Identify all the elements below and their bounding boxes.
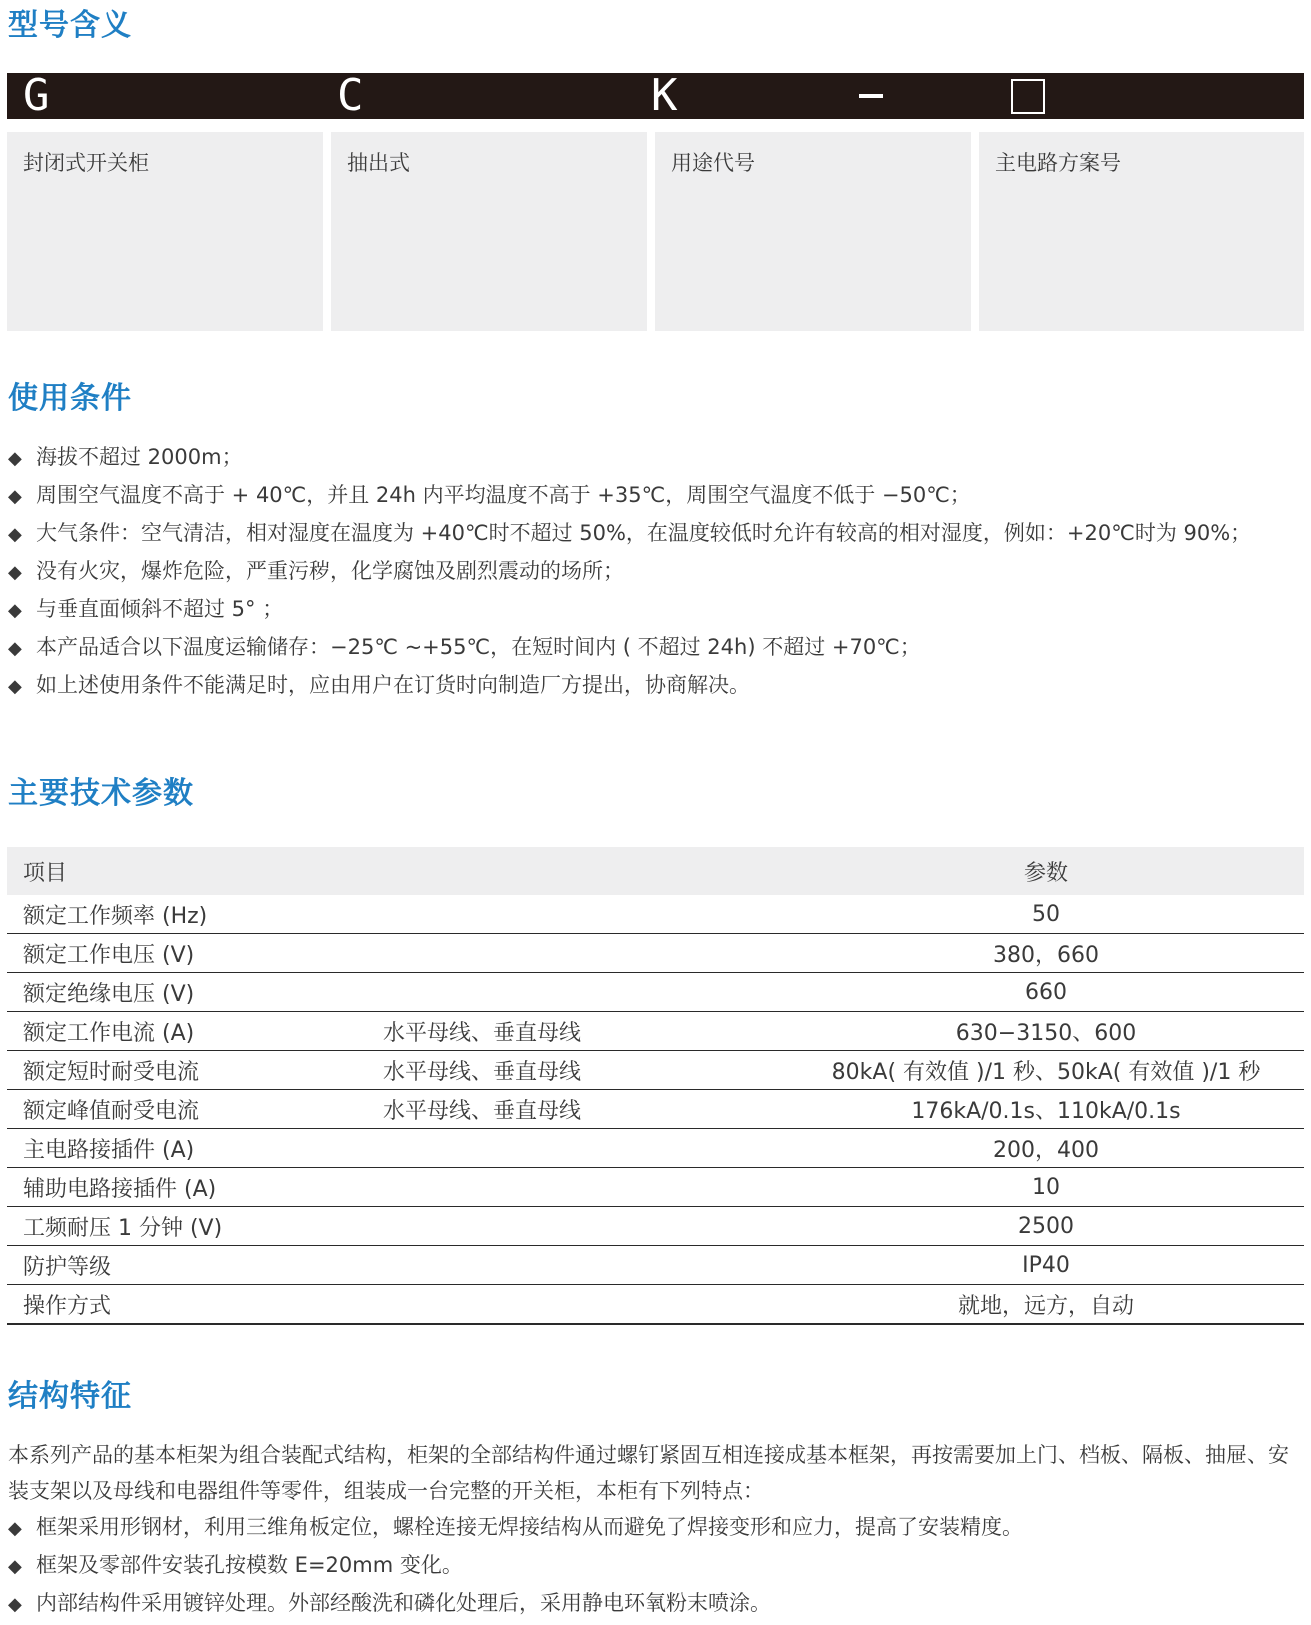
cell-item: 辅助电路接插件 (A) (7, 1168, 383, 1207)
model-meaning-title: 型号含义 (8, 8, 132, 43)
cell-sub: 水平母线、垂直母线 (383, 1051, 788, 1090)
table-row (7, 1246, 1304, 1285)
cell-sub (383, 1129, 788, 1168)
header-sub (383, 847, 788, 895)
list-item-text: 大气条件：空气清洁，相对湿度在温度为 +40℃时不超过 50%，在温度较低时允许有较高的相对湿度，例如：+20℃时为 90%； (36, 521, 1252, 545)
cell-sub: 水平母线、垂直母线 (383, 1090, 788, 1129)
table-row (7, 973, 1304, 1012)
diamond-bullet-icon: ◆ (8, 562, 22, 583)
model-cell-usage-code (655, 132, 971, 331)
params-table (7, 847, 1304, 1325)
model-code-c: C (337, 70, 364, 121)
list-item-text: 如上述使用条件不能满足时，应由用户在订货时向制造厂方提出，协商解决。 (36, 673, 750, 697)
diamond-bullet-icon: ◆ (8, 638, 22, 659)
cell-value: 2500 (788, 1207, 1304, 1246)
table-row (7, 1168, 1304, 1207)
table-header-row (7, 847, 1304, 895)
table-row (7, 895, 1304, 934)
cell-value: 80kA( 有效值 )/1 秒、50kA( 有效值 )/1 秒 (788, 1051, 1304, 1090)
list-item (8, 553, 1304, 591)
list-item-text: 与垂直面倾斜不超过 5° ； (36, 597, 284, 621)
conditions-title: 使用条件 (8, 381, 132, 416)
cell-item: 工频耐压 1 分钟 (V) (7, 1207, 383, 1246)
model-cell-label: 封闭式开关柜 (23, 151, 149, 175)
cell-item: 防护等级 (7, 1246, 383, 1285)
list-item (8, 1509, 1304, 1547)
cell-item: 额定绝缘电压 (V) (7, 973, 383, 1012)
list-item-text: 海拔不超过 2000m； (36, 445, 243, 469)
structure-title: 结构特征 (8, 1379, 132, 1414)
table-row (7, 1090, 1304, 1129)
diamond-bullet-icon: ◆ (8, 448, 22, 469)
params-title: 主要技术参数 (8, 776, 194, 811)
cell-item: 操作方式 (7, 1285, 383, 1325)
model-cell-label: 抽出式 (347, 151, 410, 175)
list-item-text: 框架采用形钢材，利用三维角板定位，螺栓连接无焊接结构从而避免了焊接变形和应力，提高了安装精度。 (36, 1515, 1023, 1539)
conditions-list (8, 439, 1304, 705)
cell-value: IP40 (788, 1246, 1304, 1285)
diamond-bullet-icon: ◆ (8, 676, 22, 697)
list-item-text: 周围空气温度不高于 + 40℃，并且 24h 内平均温度不高于 +35℃，周围空气温度不低于 −50℃； (36, 483, 971, 507)
model-cell-enclosed (7, 132, 323, 331)
cell-item: 主电路接插件 (A) (7, 1129, 383, 1168)
list-item (8, 1585, 1304, 1623)
table-row (7, 1285, 1304, 1325)
cell-value: 就地，远方，自动 (788, 1285, 1304, 1325)
cell-sub: 水平母线、垂直母线 (383, 1012, 788, 1051)
list-item-text: 没有火灾，爆炸危险，严重污秽，化学腐蚀及剧烈震动的场所； (36, 559, 624, 583)
list-item-text: 本产品适合以下温度运输储存：−25℃ ~+55℃，在短时间内 ( 不超过 24h) 不超过 +70℃； (36, 635, 921, 659)
cell-item: 额定工作电流 (A) (7, 1012, 383, 1051)
cell-sub (383, 1285, 788, 1325)
diamond-bullet-icon: ◆ (8, 1518, 22, 1539)
table-row (7, 1051, 1304, 1090)
model-code-bar (7, 70, 1304, 121)
table-row (7, 934, 1304, 973)
cell-sub (383, 1246, 788, 1285)
list-item (8, 1547, 1304, 1585)
list-item (8, 667, 1304, 705)
cell-sub (383, 973, 788, 1012)
cell-value: 660 (788, 973, 1304, 1012)
structure-intro: 本系列产品的基本柜架为组合装配式结构，柜架的全部结构件通过螺钉紧固互相连接成基本框架，再按需要加上门、档板、隔板、抽屉、安装支架以及母线和电器组件等零件，组装成一台完整的开关柜，本柜有下列特点： (8, 1443, 1289, 1503)
cell-sub (383, 1207, 788, 1246)
cell-value: 10 (788, 1168, 1304, 1207)
list-item-text: 框架及零部件安装孔按模数 E=20mm 变化。 (36, 1553, 463, 1577)
list-item (8, 629, 1304, 667)
cell-value: 200，400 (788, 1129, 1304, 1168)
model-cell-label: 主电路方案号 (995, 151, 1121, 175)
table-row (7, 1129, 1304, 1168)
structure-list (8, 1509, 1304, 1623)
cell-item: 额定短时耐受电流 (7, 1051, 383, 1090)
list-item-text: 内部结构件采用镀锌处理。外部经酸洗和磷化处理后，采用静电环氧粉末喷涂。 (36, 1591, 771, 1615)
list-item (8, 439, 1304, 477)
header-value: 参数 (788, 847, 1304, 895)
header-item: 项目 (7, 847, 383, 895)
model-code-g: G (23, 70, 50, 121)
model-cell-circuit-scheme (979, 132, 1304, 331)
diamond-bullet-icon: ◆ (8, 486, 22, 507)
cell-sub (383, 934, 788, 973)
cell-sub (383, 895, 788, 934)
table-row (7, 1207, 1304, 1246)
model-code-dash (859, 94, 883, 98)
diamond-bullet-icon: ◆ (8, 1594, 22, 1615)
cell-value: 176kA/0.1s、110kA/0.1s (788, 1090, 1304, 1129)
list-item (8, 591, 1304, 629)
list-item (8, 515, 1304, 553)
diamond-bullet-icon: ◆ (8, 600, 22, 621)
model-cell-withdrawable (331, 132, 647, 331)
model-cell-label: 用途代号 (671, 151, 755, 175)
cell-value: 630−3150、600 (788, 1012, 1304, 1051)
cell-item: 额定工作频率 (Hz) (7, 895, 383, 934)
diamond-bullet-icon: ◆ (8, 1556, 22, 1577)
table-row (7, 1012, 1304, 1051)
list-item (8, 477, 1304, 515)
model-code-placeholder-box (1011, 79, 1045, 114)
diamond-bullet-icon: ◆ (8, 524, 22, 545)
cell-item: 额定峰值耐受电流 (7, 1090, 383, 1129)
model-code-k: K (651, 70, 678, 121)
cell-value: 50 (788, 895, 1304, 934)
cell-value: 380，660 (788, 934, 1304, 973)
cell-item: 额定工作电压 (V) (7, 934, 383, 973)
cell-sub (383, 1168, 788, 1207)
